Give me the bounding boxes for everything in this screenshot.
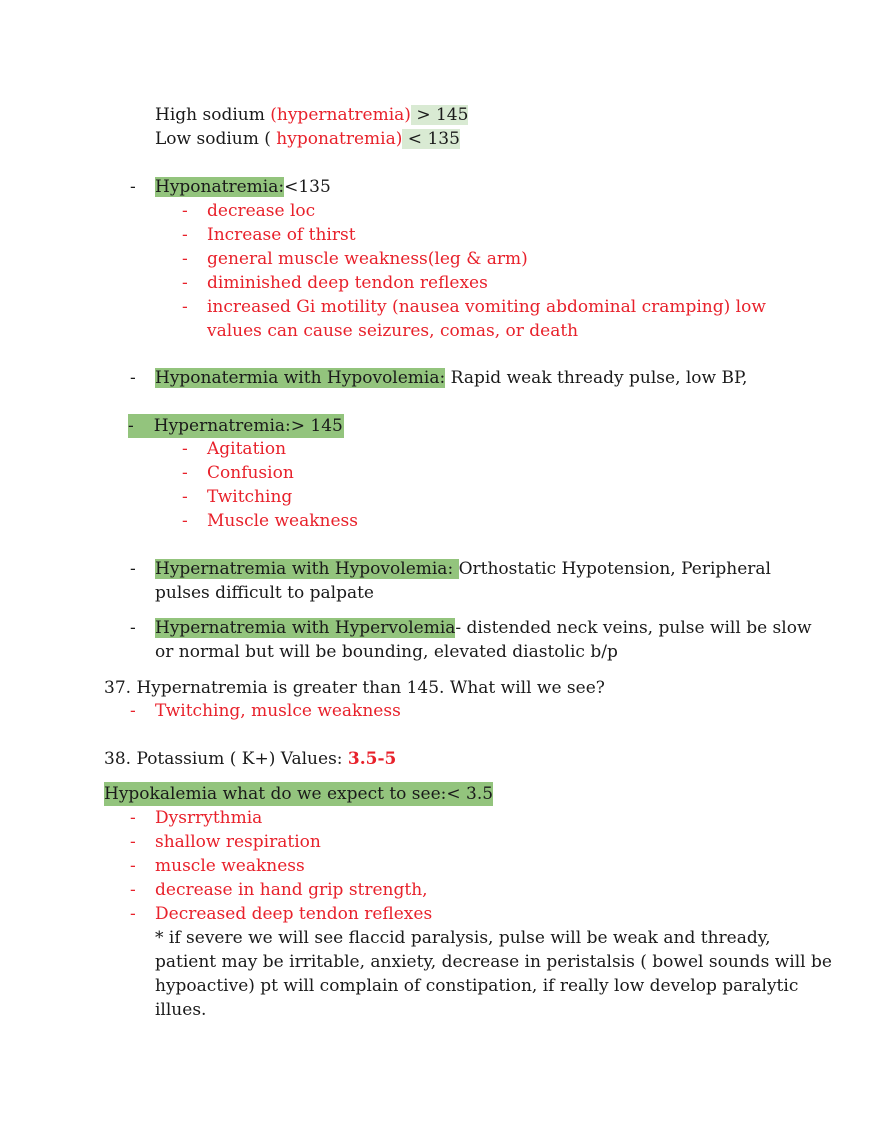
list-item: decrease in hand grip strength, — [155, 880, 428, 900]
hyper-sub-dash: - — [182, 511, 188, 531]
hyper-hypervol-line — [155, 616, 812, 640]
list-item: muscle weakness — [155, 856, 305, 876]
hypok-dash: - — [130, 832, 136, 852]
list-item: Decreased deep tendon reflexes — [155, 904, 433, 924]
hypok-dash: - — [130, 880, 136, 900]
list-item: shallow respiration — [155, 832, 321, 852]
question-38 — [104, 747, 396, 771]
hyper-dash: - — [128, 416, 134, 436]
hypok-note-line: illues. — [155, 1000, 207, 1020]
hypo-hypovol-line — [155, 366, 747, 390]
list-item-continuation: values can cause seizures, comas, or death — [207, 321, 579, 341]
hyper-hypovol-text: Orthostatic Hypotension, Peripheral — [458, 559, 771, 579]
hypok-dash: - — [130, 856, 136, 876]
hyponatremia-threshold: <135 — [284, 177, 331, 197]
low-sodium-value: < 135 — [402, 129, 460, 149]
hypo-hypovol-title: Hyponatermia with Hypovolemia: — [155, 368, 446, 388]
hypok-note-line: * if severe we will see flaccid paralysis, pulse will be weak and thready, — [155, 928, 771, 948]
hyponatremia-heading — [155, 175, 331, 199]
hyper-hypervol-dash: - — [130, 618, 136, 638]
list-item: Agitation — [207, 439, 287, 459]
hyper-hypervol-text: - distended neck veins, pulse will be slow — [455, 618, 812, 638]
hypo-dash: - — [130, 177, 136, 197]
hypernatremia-heading — [128, 414, 344, 438]
list-item: increased Gi motility (nausea vomiting abdominal cramping) low — [207, 297, 766, 317]
hypo-sub-dash: - — [182, 249, 188, 269]
q37-dash: - — [130, 701, 136, 721]
list-item: Muscle weakness — [207, 511, 359, 531]
list-item: Confusion — [207, 463, 294, 483]
hyper-hypervol-cont: or normal but will be bounding, elevated diastolic b/p — [155, 642, 618, 662]
potassium-range: 3.5-5 — [347, 749, 397, 769]
list-item: Increase of thirst — [207, 225, 356, 245]
hyponatremia-paren: hyponatremia) — [276, 129, 403, 149]
list-item: diminished deep tendon reflexes — [207, 273, 488, 293]
question-37-answer: Twitching, muslce weakness — [155, 701, 401, 721]
high-sodium-line — [155, 103, 468, 127]
hypernatremia-paren: (hypernatremia) — [270, 105, 411, 125]
high-sodium-value: > 145 — [410, 105, 469, 125]
hypo-sub-dash: - — [182, 201, 188, 221]
low-sodium-line — [155, 127, 460, 151]
hypo-sub-dash: - — [182, 225, 188, 245]
hypernatremia-title: Hypernatremia:> 145 — [153, 416, 343, 436]
question-38-label: 38. Potassium ( K+) Values: — [104, 749, 348, 769]
hyponatremia-title: Hyponatremia: — [155, 177, 285, 197]
hypo-sub-dash: - — [182, 297, 188, 317]
list-item: decrease loc — [207, 201, 316, 221]
hypo-hypovol-dash: - — [130, 368, 136, 388]
hyper-sub-dash: - — [182, 439, 188, 459]
hyper-hypovol-line — [155, 557, 771, 581]
hypok-note-line: hypoactive) pt will complain of constipation, if really low develop paralytic — [155, 976, 799, 996]
hyper-hypovol-title: Hypernatremia with Hypovolemia: — [155, 559, 459, 579]
list-item: Twitching — [207, 487, 293, 507]
list-item: Dysrrythmia — [155, 808, 263, 828]
hyper-hypovol-cont: pulses difficult to palpate — [155, 583, 374, 603]
hypok-dash: - — [130, 808, 136, 828]
hypo-hypovol-text: Rapid weak thready pulse, low BP, — [445, 368, 748, 388]
hypok-note-line: patient may be irritable, anxiety, decrease in peristalsis ( bowel sounds will be — [155, 952, 832, 972]
low-sodium-label: Low sodium ( — [155, 129, 277, 149]
hyper-hypervol-title: Hypernatremia with Hypervolemia — [155, 618, 456, 638]
hyper-sub-dash: - — [182, 463, 188, 483]
hypok-dash: - — [130, 904, 136, 924]
hyper-sub-dash: - — [182, 487, 188, 507]
hyper-hypovol-dash: - — [130, 559, 136, 579]
hypokalemia-heading: Hypokalemia what do we expect to see:< 3.5 — [104, 784, 494, 804]
hypo-sub-dash: - — [182, 273, 188, 293]
question-37: 37. Hypernatremia is greater than 145. What will we see? — [104, 678, 605, 698]
high-sodium-label: High sodium — [155, 105, 271, 125]
list-item: general muscle weakness(leg & arm) — [207, 249, 528, 269]
